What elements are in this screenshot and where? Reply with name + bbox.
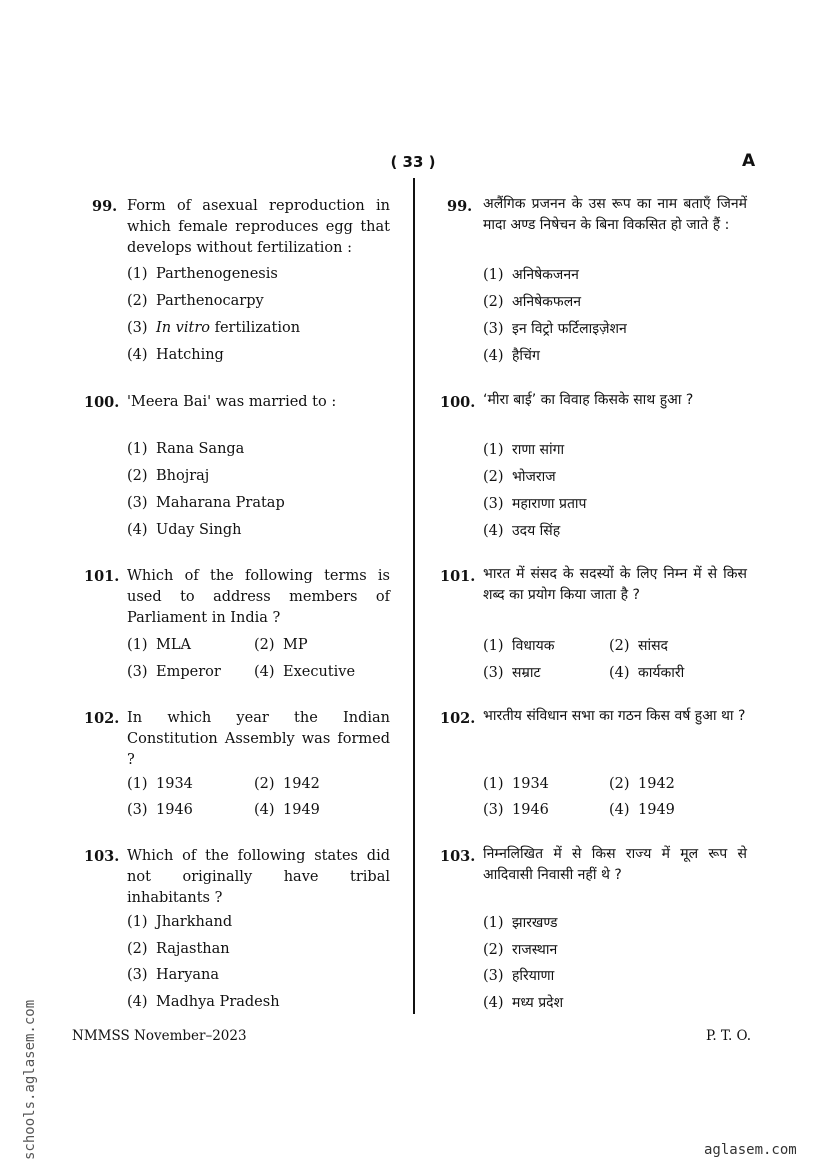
option: (4) Hatching bbox=[127, 347, 224, 363]
column-divider bbox=[413, 178, 415, 1014]
option: (1) Parthenogenesis bbox=[127, 266, 278, 282]
option: (3) महाराणा प्रताप bbox=[483, 496, 587, 512]
question-number: 102. bbox=[84, 710, 120, 727]
question-text: In which year the Indian Constitution Assembly was formed ? bbox=[127, 710, 390, 768]
question-number: 100. bbox=[440, 394, 476, 411]
option: (2) 1942 bbox=[609, 776, 675, 792]
option: (3) Emperor bbox=[127, 664, 221, 680]
option: (2) भोजराज bbox=[483, 469, 556, 485]
footer-pto: P. T. O. bbox=[706, 1028, 752, 1044]
option: (2) MP bbox=[254, 637, 308, 653]
option: (2) Bhojraj bbox=[127, 468, 210, 484]
watermark-bottom: aglasem.com bbox=[704, 1142, 797, 1158]
option: (4) Madhya Pradesh bbox=[127, 994, 280, 1010]
set-code: A bbox=[742, 151, 756, 171]
question-number: 99. bbox=[447, 198, 473, 215]
option: (3) हरियाणा bbox=[483, 968, 555, 984]
option: (4) कार्यकारी bbox=[609, 665, 685, 681]
option: (4) उदय सिंह bbox=[483, 523, 561, 539]
option: (4) 1949 bbox=[609, 802, 675, 818]
option: (3) Maharana Pratap bbox=[127, 495, 285, 511]
option: (3) Haryana bbox=[127, 967, 220, 983]
option: (2) सांसद bbox=[609, 638, 668, 654]
question-text: Form of asexual reproduction in which female reproduces egg that develops without fertilization : bbox=[127, 198, 390, 256]
question-number: 103. bbox=[84, 848, 120, 865]
watermark-side: schools.aglasem.com bbox=[22, 999, 38, 1160]
option: (2) अनिषेकफलन bbox=[483, 294, 581, 310]
footer-exam-name: NMMSS November–2023 bbox=[72, 1028, 247, 1044]
question-number: 103. bbox=[440, 848, 476, 865]
option: (3) इन विट्रो फर्टिलाइज़ेशन bbox=[483, 321, 627, 337]
question-number: 100. bbox=[84, 394, 120, 411]
option: (3) In vitro fertilization bbox=[127, 320, 301, 336]
option: (2) Parthenocarpy bbox=[127, 293, 264, 309]
question-text: 'Meera Bai' was married to : bbox=[127, 394, 337, 410]
option: (1) राणा सांगा bbox=[483, 442, 565, 458]
option: (1) 1934 bbox=[483, 776, 549, 792]
option: (3) 1946 bbox=[127, 802, 193, 818]
question-number: 101. bbox=[84, 568, 120, 585]
option: (4) Uday Singh bbox=[127, 522, 242, 538]
option: (4) हैचिंग bbox=[483, 348, 540, 364]
question-text: भारत में संसद के सदस्यों के लिए निम्न में से किस शब्द का प्रयोग किया जाता है ? bbox=[483, 566, 747, 603]
option: (2) 1942 bbox=[254, 776, 320, 792]
option: (1) अनिषेकजनन bbox=[483, 267, 579, 283]
option: (1) Jharkhand bbox=[127, 914, 233, 930]
option: (4) 1949 bbox=[254, 802, 320, 818]
page-number: ( 33 ) bbox=[390, 153, 436, 171]
option: (1) विधायक bbox=[483, 638, 555, 654]
option: (1) 1934 bbox=[127, 776, 193, 792]
option: (3) 1946 bbox=[483, 802, 549, 818]
question-text: अलैंगिक प्रजनन के उस रूप का नाम बताएँ जिनमें मादा अण्ड निषेचन के बिना विकसित हो जाते हैं : bbox=[483, 196, 747, 233]
question-number: 101. bbox=[440, 568, 476, 585]
option: (2) Rajasthan bbox=[127, 941, 230, 957]
question-text: Which of the following states did not originally have tribal inhabitants ? bbox=[127, 848, 390, 906]
option: (2) राजस्थान bbox=[483, 942, 558, 958]
question-text: ‘मीरा बाई’ का विवाह किसके साथ हुआ ? bbox=[483, 392, 694, 408]
question-text: Which of the following terms is used to address members of Parliament in India ? bbox=[127, 568, 390, 626]
question-number: 102. bbox=[440, 710, 476, 727]
option: (1) Rana Sanga bbox=[127, 441, 245, 457]
option: (4) Executive bbox=[254, 664, 356, 680]
option: (1) MLA bbox=[127, 637, 191, 653]
question-text: भारतीय संविधान सभा का गठन किस वर्ष हुआ था ? bbox=[483, 708, 746, 724]
question-text: निम्नलिखित में से किस राज्य में मूल रूप से आदिवासी निवासी नहीं थे ? bbox=[483, 846, 747, 883]
question-number: 99. bbox=[92, 198, 118, 215]
option: (1) झारखण्ड bbox=[483, 915, 558, 931]
option: (3) सम्राट bbox=[483, 665, 541, 681]
option: (4) मध्य प्रदेश bbox=[483, 995, 564, 1011]
